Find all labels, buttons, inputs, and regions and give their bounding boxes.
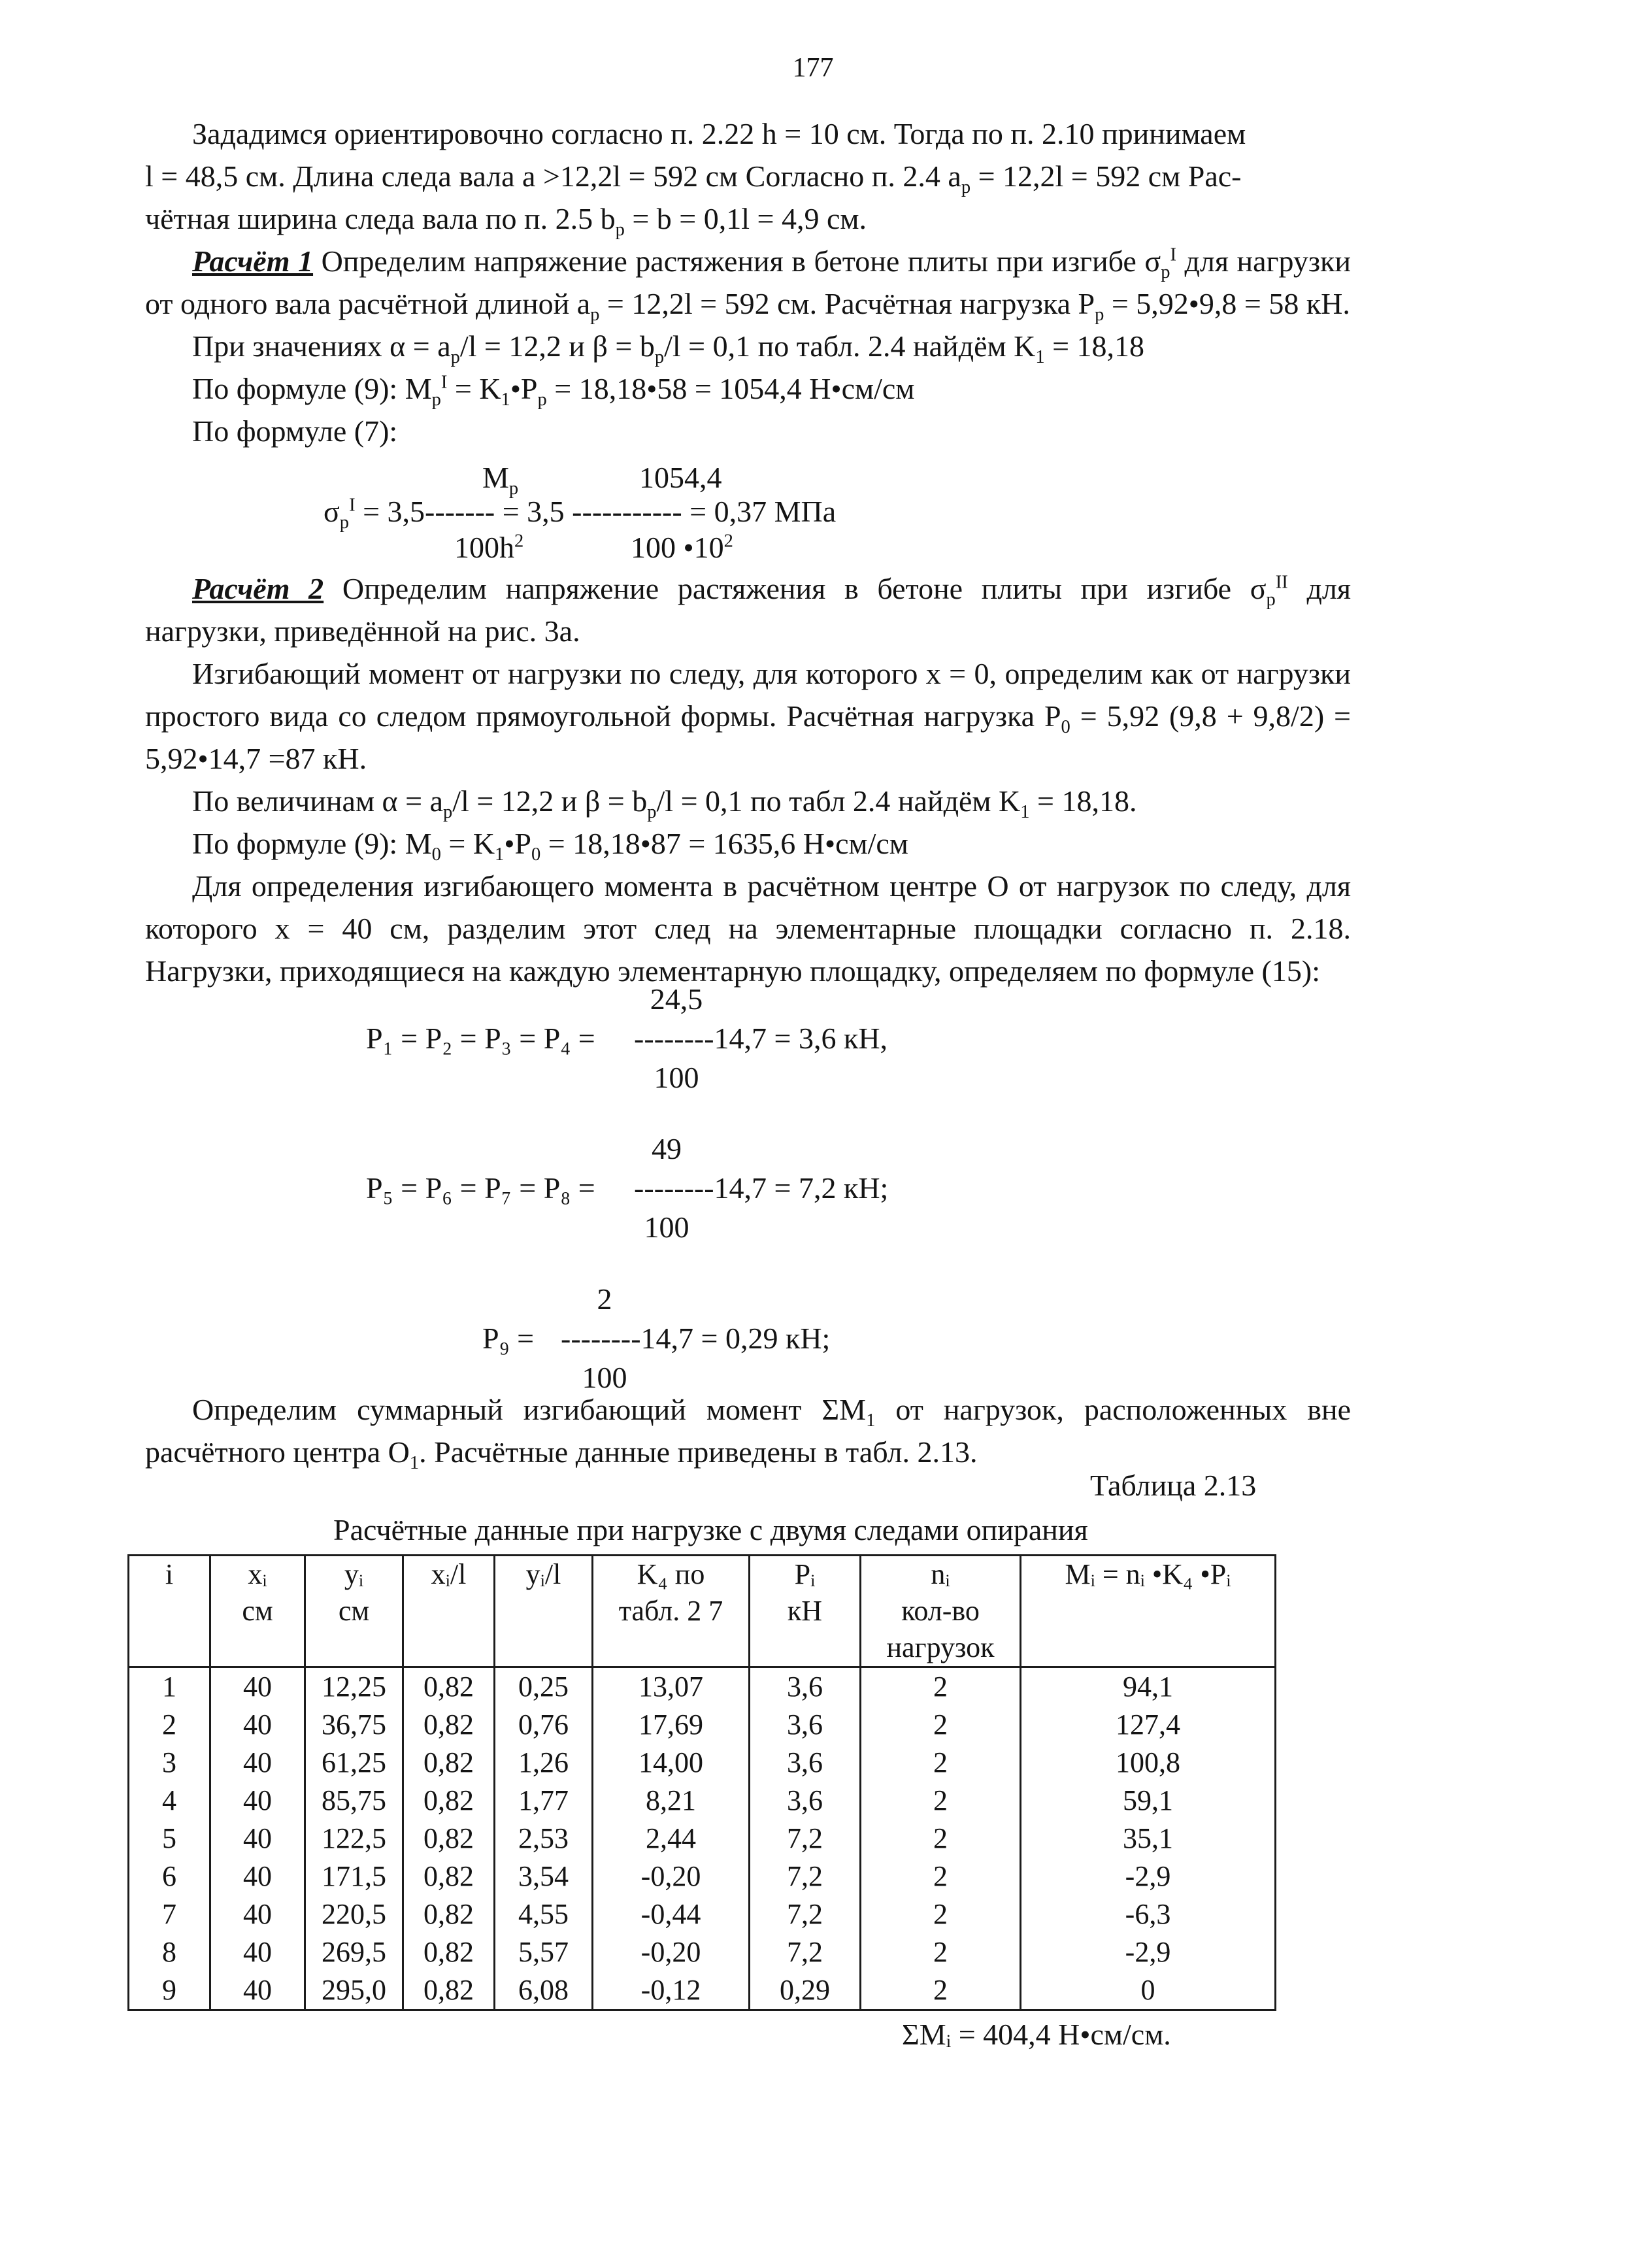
- table-cell: 94,1: [1021, 1667, 1276, 1707]
- calc2-moment-paragraph: Изгибающий момент от нагрузки по следу, для которого x = 0, определим как от нагрузки простого вида со следом прямоугольной формы. Расчётная нагрузка $P_0 = 5,92$ (9,8 + 9,8/2) = 5,92•14,7 =87 кН.: [145, 657, 1351, 775]
- table-cell: 85,75: [305, 1782, 403, 1820]
- table-cell: 2: [861, 1858, 1021, 1895]
- eq1-denominator: 100: [654, 1061, 699, 1094]
- table-cell: 35,1: [1021, 1820, 1276, 1858]
- calc2-division-paragraph: Для определения изгибающего момента в расчётном центре O от нагрузок по следу, для которого x = 40 см, разделим этот след на элементарные площадки согласно п. 2.18. Нагрузки, приходящиеся на каждую элементарную площадку, определяем по формуле (15):: [145, 869, 1351, 988]
- table-header-cell: xᵢ/l: [403, 1556, 495, 1667]
- calc2-values-line: По величинам $\alpha = a_p/l = 12,2$ и $\beta = b_p/l = 0,1$ по табл 2.4 найдём $K_1 = 18,18$.: [192, 784, 1137, 823]
- table-cell: 0,82: [403, 1895, 495, 1933]
- eq1-numerator: 24,5: [650, 982, 703, 1016]
- calc1-formula9-line: По формуле (9): $M_p^I$ = $K_1•P_p$ = 18,18•58 = 1054,4 Н•см/см: [192, 372, 915, 410]
- eq3-numerator: 2: [597, 1282, 612, 1316]
- table-cell: 4,55: [495, 1895, 593, 1933]
- table-cell: 61,25: [305, 1744, 403, 1782]
- table-cell: 7,2: [750, 1858, 861, 1895]
- table-cell: 2: [861, 1895, 1021, 1933]
- table-cell: 295,0: [305, 1971, 403, 2010]
- table-header-cell: Pᵢ кН: [750, 1556, 861, 1667]
- table-row: [129, 1933, 1276, 1971]
- table-cell: 100,8: [1021, 1744, 1276, 1782]
- table-cell: 0,76: [495, 1706, 593, 1744]
- table-row: [129, 1971, 1276, 2010]
- table-cell: 14,00: [593, 1744, 750, 1782]
- formula7-numerator-1: $M_p$: [482, 461, 519, 499]
- eq2-denominator: 100: [644, 1210, 689, 1244]
- calc1-formula7-line: По формуле (7):: [192, 414, 398, 448]
- table-cell: 0,82: [403, 1706, 495, 1744]
- table-cell: 5: [129, 1820, 210, 1858]
- table-cell: 1: [129, 1667, 210, 1707]
- table-cell: 2: [861, 1667, 1021, 1707]
- table-cell: 13,07: [593, 1667, 750, 1707]
- table-row: [129, 1744, 1276, 1782]
- table-cell: 0,29: [750, 1971, 861, 2010]
- calc1-heading: Расчёт 1: [192, 244, 314, 278]
- table-header-cell: xᵢ см: [210, 1556, 305, 1667]
- table-cell: 3,6: [750, 1782, 861, 1820]
- table-cell: 2: [129, 1706, 210, 1744]
- table-cell: 6: [129, 1858, 210, 1895]
- table-cell: 7,2: [750, 1820, 861, 1858]
- table-cell: 0,82: [403, 1820, 495, 1858]
- table-cell: 0,82: [403, 1744, 495, 1782]
- table-header-cell: yᵢ/l: [495, 1556, 593, 1667]
- table-cell: -0,20: [593, 1858, 750, 1895]
- table-cell: -6,3: [1021, 1895, 1276, 1933]
- table-cell: 3,6: [750, 1667, 861, 1707]
- table-cell: -0,12: [593, 1971, 750, 2010]
- table-caption: Расчётные данные при нагрузке с двумя следами опирания: [333, 1513, 1088, 1546]
- intro-line-2: l = 48,5 см. Длина следа вала a >12,2l = 592 см Согласно п. 2.4 $a_p = 12,2l = 592$ см Рас-: [145, 159, 1242, 198]
- summary-block: [145, 1388, 1351, 1473]
- table-cell: 2: [861, 1706, 1021, 1744]
- table-header-cell: i: [129, 1556, 210, 1667]
- table-cell: 40: [210, 1667, 305, 1707]
- table-cell: 40: [210, 1933, 305, 1971]
- table-cell: -0,20: [593, 1933, 750, 1971]
- page-number: 177: [792, 53, 834, 83]
- table-header-cell: K₄ по табл. 2 7: [593, 1556, 750, 1667]
- table-row: [129, 1667, 1276, 1707]
- table-cell: 17,69: [593, 1706, 750, 1744]
- table-cell: 40: [210, 1895, 305, 1933]
- table-cell: 0,25: [495, 1667, 593, 1707]
- table-cell: 40: [210, 1820, 305, 1858]
- eq2-numerator: 49: [652, 1132, 682, 1165]
- table-cell: 2: [861, 1744, 1021, 1782]
- calc2-block: [145, 567, 1351, 992]
- table-cell: 127,4: [1021, 1706, 1276, 1744]
- table-cell: 2: [861, 1933, 1021, 1971]
- results-table: [127, 1554, 1276, 2011]
- table-cell: 1,77: [495, 1782, 593, 1820]
- table-row: [129, 1706, 1276, 1744]
- table-cell: 40: [210, 1744, 305, 1782]
- table-row: [129, 1895, 1276, 1933]
- table-cell: 7: [129, 1895, 210, 1933]
- table-cell: 3,6: [750, 1744, 861, 1782]
- eq3-rhs: --------14,7 = 0,29 кН;: [561, 1322, 831, 1355]
- table-header-cell: yᵢ см: [305, 1556, 403, 1667]
- table-cell: 2: [861, 1782, 1021, 1820]
- table-cell: 8: [129, 1933, 210, 1971]
- table-body: [129, 1667, 1276, 2010]
- table-cell: 3: [129, 1744, 210, 1782]
- eq2-rhs: --------14,7 = 7,2 кН;: [634, 1171, 889, 1205]
- table-cell: 8,21: [593, 1782, 750, 1820]
- table-header-cell: nᵢ кол-во нагрузок: [861, 1556, 1021, 1667]
- table-cell: 40: [210, 1858, 305, 1895]
- eq3-lhs: P₉ =: [482, 1322, 535, 1355]
- calc2-heading: Расчёт 2: [192, 572, 324, 605]
- table-label: Таблица 2.13: [1090, 1469, 1257, 1502]
- table-row: [129, 1820, 1276, 1858]
- table-cell: 2,53: [495, 1820, 593, 1858]
- formula7-denominator-1: $100h^2$: [454, 531, 524, 564]
- table-cell: 2: [861, 1820, 1021, 1858]
- table-cell: 7,2: [750, 1895, 861, 1933]
- table-cell: 220,5: [305, 1895, 403, 1933]
- table-cell: 40: [210, 1782, 305, 1820]
- formula7-denominator-2: 100 $•10^2$: [631, 531, 733, 564]
- eq1-lhs: P₁ = P₂ = P₃ = P₄ =: [366, 1022, 595, 1055]
- table-cell: 1,26: [495, 1744, 593, 1782]
- table-header-cell: Mᵢ = nᵢ •K₄ •Pᵢ: [1021, 1556, 1276, 1667]
- table-cell: 36,75: [305, 1706, 403, 1744]
- table-cell: -2,9: [1021, 1858, 1276, 1895]
- table-cell: 40: [210, 1971, 305, 2010]
- table-cell: 0,82: [403, 1933, 495, 1971]
- table-cell: 7,2: [750, 1933, 861, 1971]
- summary-paragraph: Определим суммарный изгибающий момент $\Sigma M_1$ от нагрузок, расположенных вне расчётного центра $O_1$. Расчётные данные приведены в табл. 2.13.: [145, 1393, 1351, 1474]
- calc1-paragraph: Расчёт 1 Определим напряжение растяжения в бетоне плиты при изгибе $\sigma_p^I$ для нагрузки от одного вала расчётной длиной $a_p = 12,2l = 592$ см. Расчётная нагрузка $P_p$ = 5,92•9,8 = 58 кН.: [145, 244, 1351, 325]
- table-cell: 59,1: [1021, 1782, 1276, 1820]
- intro-line-1: Зададимся ориентировочно согласно п. 2.22 h = 10 см. Тогда по п. 2.10 принимаем: [192, 117, 1246, 150]
- table-cell: 0,82: [403, 1858, 495, 1895]
- table-header-row: [129, 1556, 1276, 1667]
- table-cell: 2,44: [593, 1820, 750, 1858]
- table-cell: 6,08: [495, 1971, 593, 2010]
- table-row: [129, 1782, 1276, 1820]
- table-cell: 3,6: [750, 1706, 861, 1744]
- table-cell: 3,54: [495, 1858, 593, 1895]
- table-cell: 0,82: [403, 1782, 495, 1820]
- calc2-formula9-line: По формуле (9): $M_0$ = $K_1•P_0$ = 18,18•87 = 1635,6 Н•см/см: [192, 827, 908, 865]
- table-cell: 5,57: [495, 1933, 593, 1971]
- calc2-paragraph: Расчёт 2 Определим напряжение растяжения в бетоне плиты при изгибе $\sigma_p^{II}$ для нагрузки, приведённой на рис. 3а.: [145, 572, 1351, 648]
- table-cell: 269,5: [305, 1933, 403, 1971]
- formula7-main: $\sigma_p^I = 3,5------- = 3,5$ ----------- = 0,37 МПа: [324, 495, 837, 533]
- table-cell: 4: [129, 1782, 210, 1820]
- table-total: ΣMᵢ = 404,4 Н•см/см.: [902, 2018, 1171, 2051]
- table-cell: 2: [861, 1971, 1021, 2010]
- table-cell: 9: [129, 1971, 210, 2010]
- table-cell: -2,9: [1021, 1933, 1276, 1971]
- table-cell: 0: [1021, 1971, 1276, 2010]
- table-row: [129, 1858, 1276, 1895]
- intro-block: [145, 112, 1351, 452]
- eq1-rhs: --------14,7 = 3,6 кН,: [634, 1022, 888, 1055]
- calc1-values-line: При значениях $\alpha = a_p/l = 12,2$ и $\beta = b_p/l = 0,1$ по табл. 2.4 найдём $K_1 = 18,18$: [192, 329, 1145, 368]
- table-cell: 0,82: [403, 1667, 495, 1707]
- eq3-denominator: 100: [582, 1361, 627, 1394]
- table-cell: 0,82: [403, 1971, 495, 2010]
- table-cell: 40: [210, 1706, 305, 1744]
- intro-line-3: чётная ширина следа вала по п. 2.5 $b_p = b = 0,1l = 4,9$ см.: [145, 202, 867, 241]
- eq2-lhs: P₅ = P₆ = P₇ = P₈ =: [366, 1171, 595, 1205]
- table-cell: -0,44: [593, 1895, 750, 1933]
- formula7-numerator-2: 1054,4: [639, 461, 722, 494]
- table-cell: 12,25: [305, 1667, 403, 1707]
- table-cell: 171,5: [305, 1858, 403, 1895]
- table-cell: 122,5: [305, 1820, 403, 1858]
